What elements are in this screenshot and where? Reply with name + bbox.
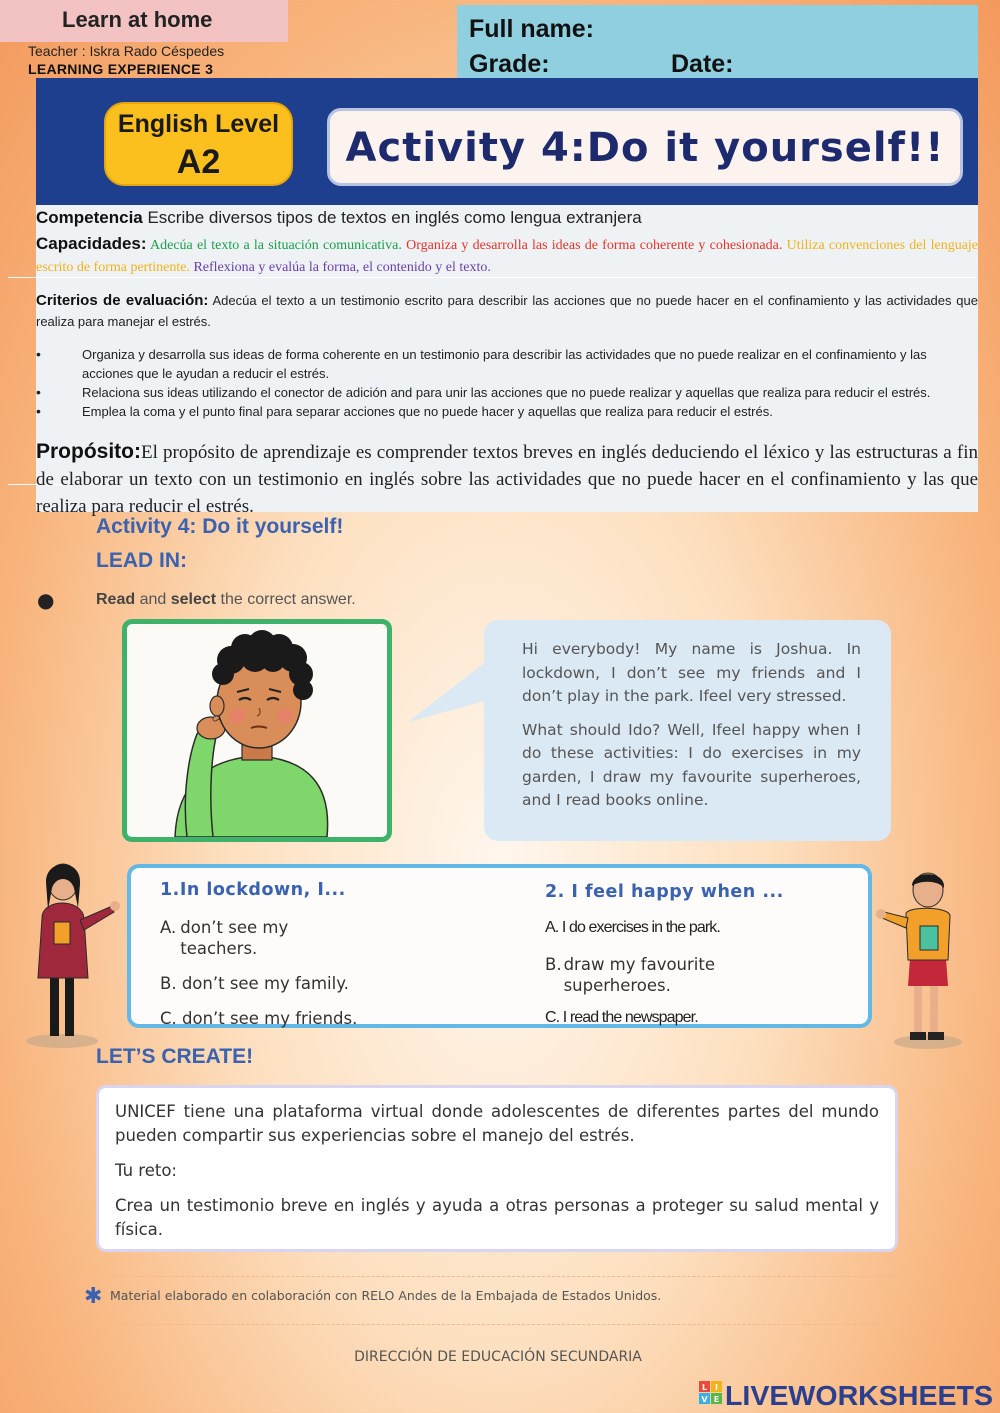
divider xyxy=(96,1324,926,1325)
date-label: Date: xyxy=(671,50,734,78)
question-1-option-a[interactable] xyxy=(160,917,340,959)
competencia-text: Escribe diversos tipos de textos en inglés como lengua extranjera xyxy=(142,208,642,227)
asterisk-icon: ✱ xyxy=(84,1284,103,1309)
challenge-label: Tu reto: xyxy=(115,1161,177,1180)
option-letter: C. xyxy=(160,1009,177,1028)
bubble-paragraph: What should Ido? Well, Ifeel happy when I do these activities: I do exercises in my garden, I draw my favourite superheroes, and I read books online. xyxy=(522,720,861,809)
option-text: don’t see my teachers. xyxy=(180,918,289,958)
question-1-option-c[interactable] xyxy=(160,1008,357,1029)
proposito-text: El propósito de aprendizaje es comprender textos breves en inglés deduciendo el léxico y las estructuras a fin de elaborar un texto con un testimonio en inglés sobre las actividades que no puede hacer en el confinamiento y las que realiza para reducir el estrés. xyxy=(36,442,978,517)
challenge-box xyxy=(96,1085,898,1252)
question-1-option-b[interactable] xyxy=(160,973,349,994)
capacidades-line xyxy=(36,233,978,279)
learn-at-home-label: Learn at home xyxy=(0,0,288,42)
boy-thinking-icon xyxy=(127,624,387,837)
question-2-option-a[interactable] xyxy=(545,919,720,937)
criterios-list xyxy=(36,345,978,421)
capacidades-label: Capacidades: xyxy=(36,234,147,253)
list-item: • Organiza y desarrolla sus ideas de forma coherente en un testimonio para describir las actividades que no puede realizar en el confinamiento y las acciones que le ayudan a reducir el estrés. xyxy=(36,345,978,383)
joshua-illustration-frame xyxy=(122,619,392,842)
full-name-label: Full name: xyxy=(469,15,595,43)
option-letter: C. xyxy=(545,1009,560,1026)
teacher-name: Teacher : Iskra Rado Céspedes xyxy=(28,43,225,59)
logo-letter: I xyxy=(715,1383,718,1392)
bullet-icon: ● xyxy=(37,588,55,612)
footnote: Material elaborado en colaboración con RELO Andes de la Embajada de Estados Unidos. xyxy=(110,1288,662,1303)
question-2-option-b[interactable] xyxy=(545,954,755,996)
criterios-text: Adecúa el texto a un testimonio escrito para describir las acciones que no puede hacer en el confinamiento y las actividades que realiza para manejar el estrés. xyxy=(36,293,978,329)
english-level-badge xyxy=(104,102,293,186)
option-letter: B. xyxy=(545,955,562,974)
logo-letter: V xyxy=(701,1395,708,1404)
capacidad-4: Reflexiona y evalúa la forma, el contenido y el texto. xyxy=(193,260,491,275)
capacidad-1: Adecúa el texto a la situación comunicativa. xyxy=(150,238,402,253)
instruction-rest: the correct answer. xyxy=(216,591,356,608)
option-letter: A. xyxy=(160,918,177,937)
speech-bubble xyxy=(484,620,891,841)
option-letter: B. xyxy=(160,974,177,993)
learning-experience-label: LEARNING EXPERIENCE 3 xyxy=(28,61,214,77)
instruction-select: select xyxy=(170,591,217,608)
boy-character-icon xyxy=(876,870,976,1052)
instruction-and: and xyxy=(135,591,171,608)
logo-letter: E xyxy=(713,1395,720,1404)
list-item: • Relaciona sus ideas utilizando el conector de adición and para unir las acciones que no puede realizar y aquellas que realiza para reducir el estrés. xyxy=(36,383,978,402)
question-1-title: 1.In lockdown, I... xyxy=(160,880,346,900)
competencia-label: Competencia xyxy=(36,208,143,227)
level-value: A2 xyxy=(176,143,221,181)
capacidad-3: Utiliza convenciones del lenguaje escrito de forma pertinente. xyxy=(36,238,979,275)
challenge-paragraph: Crea un testimonio breve en inglés y ayuda a otras personas a proteger su salud mental y física. xyxy=(115,1196,879,1239)
speech-bubble-tail xyxy=(408,660,488,730)
question-2-title: 2. I feel happy when ... xyxy=(545,882,784,902)
challenge-paragraph: UNICEF tiene una plataforma virtual donde adolescentes de diferentes partes del mundo pueden compartir sus experiencias sobre el manejo del estrés. xyxy=(115,1102,879,1145)
activity-title: Activity 4:Do it yourself!! xyxy=(327,108,963,186)
bubble-paragraph: Hi everybody! My name is Joshua. In lockdown, I don’t see my friends and I don’t play in the park. Ifeel very stressed. xyxy=(522,640,861,705)
direccion-label: DIRECCIÓN DE EDUCACIÓN SECUNDARIA xyxy=(354,1349,642,1365)
option-text: I do exercises in the park. xyxy=(561,919,720,936)
liveworksheets-logo xyxy=(697,1378,997,1412)
competencia-line xyxy=(36,208,978,228)
student-info-box xyxy=(457,5,978,80)
question-2-option-c[interactable] xyxy=(545,1009,698,1027)
instruction-read: Read xyxy=(96,591,136,608)
proposito-label: Propósito: xyxy=(36,440,141,463)
grade-label: Grade: xyxy=(469,50,550,78)
criterios-line xyxy=(36,290,978,332)
option-letter: A. xyxy=(545,919,559,936)
divider xyxy=(96,1276,926,1277)
list-item: • Emplea la coma y el punto final para separar acciones que no puede hacer y aquellas que realiza para reducir el estrés. xyxy=(36,402,978,421)
option-text: don’t see my friends. xyxy=(182,1009,358,1028)
instruction-text xyxy=(96,591,356,609)
level-label: English Level xyxy=(117,110,280,138)
option-text: I read the newspaper. xyxy=(562,1009,698,1026)
girl-character-icon xyxy=(20,858,120,1050)
capacidad-2: Organiza y desarrolla las ideas de forma coherente y cohesionada. xyxy=(406,238,783,253)
criterios-label: Criterios de evaluación: xyxy=(36,292,209,309)
liveworksheets-logo-icon xyxy=(697,1378,997,1412)
option-text: don’t see my family. xyxy=(181,974,349,993)
logo-text: LIVEWORKSHEETS xyxy=(725,1380,993,1411)
lets-create-heading: LET’S CREATE! xyxy=(96,1045,254,1068)
lead-in-heading: LEAD IN: xyxy=(96,549,187,572)
option-text: draw my favourite superheroes. xyxy=(563,955,715,995)
activity-heading: Activity 4: Do it yourself! xyxy=(96,515,344,538)
proposito-paragraph xyxy=(36,438,978,520)
logo-letter: L xyxy=(701,1383,708,1392)
